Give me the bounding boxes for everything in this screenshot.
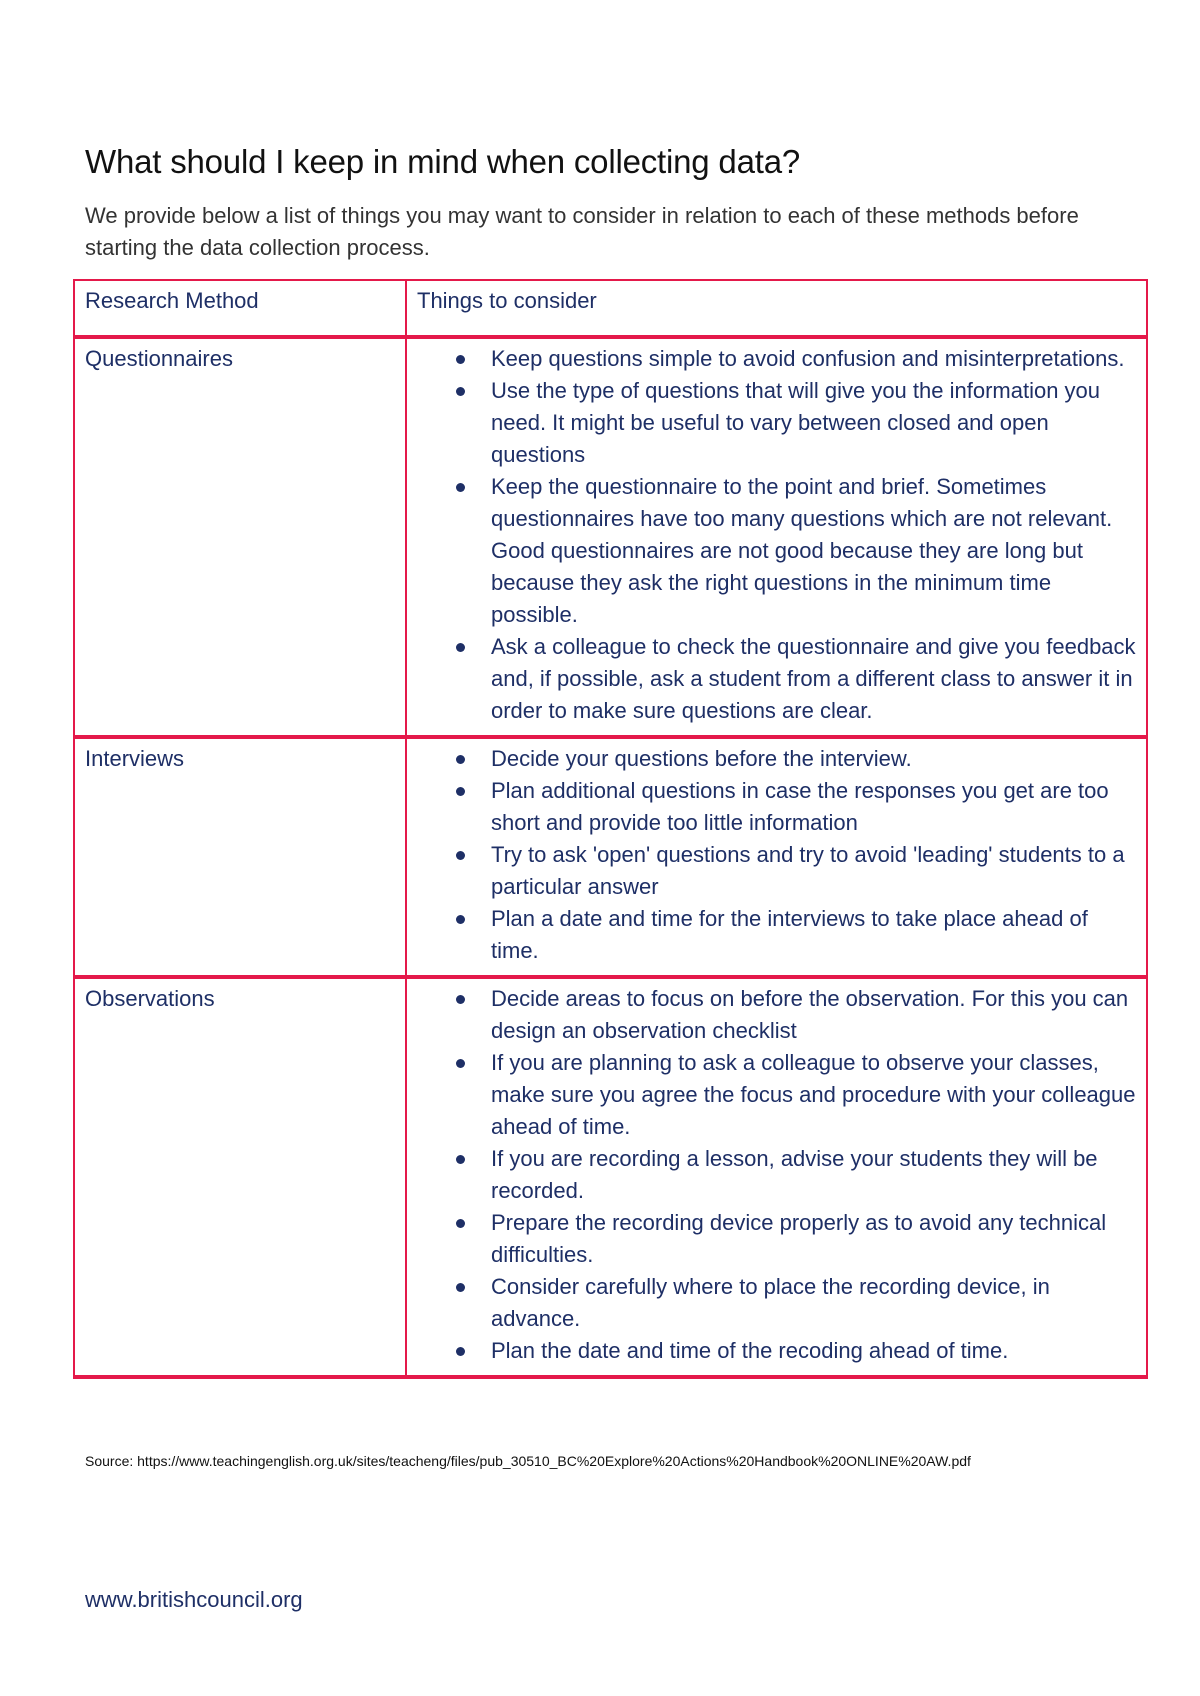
header-research-method — [74, 280, 406, 337]
list-item-text: Plan additional questions in case the responses you get are too short and provide too little information — [491, 778, 1109, 835]
method-label-questionnaires: Questionnaires — [85, 346, 233, 371]
list-item — [407, 343, 1136, 375]
questionnaires-points-list — [407, 339, 1146, 735]
interviews-points-list — [407, 739, 1146, 975]
list-item-text: Prepare the recording device properly as to avoid any technical difficulties. — [491, 1210, 1107, 1267]
list-item-text: Use the type of questions that will give you the information you need. It might be useful to vary between closed and open questions — [491, 378, 1101, 467]
table-row-questionnaires — [74, 337, 1147, 737]
list-item-text: If you are recording a lesson, advise your students they will be recorded. — [491, 1146, 1098, 1203]
header-research-method-label: Research Method — [85, 288, 259, 313]
page-title: What should I keep in mind when collecting data? — [85, 143, 800, 180]
method-label-observations: Observations — [85, 986, 215, 1011]
intro-paragraph: We provide below a list of things you may want to consider in relation to each of these methods before starting the data collection process. — [85, 203, 1079, 260]
list-item-text: Plan a date and time for the interviews to take place ahead of time. — [491, 906, 1088, 963]
method-cell — [74, 737, 406, 977]
source-citation: Source: https://www.teachingenglish.org.uk/sites/teacheng/files/pub_30510_BC%20Explore%20Actions%20Handbook%20ONLINE%20AW.pdf — [85, 1453, 971, 1469]
bullet-icon — [456, 1347, 465, 1356]
research-methods-table — [73, 279, 1148, 1379]
bullet-icon — [456, 643, 465, 652]
bullet-icon — [456, 387, 465, 396]
bullet-icon — [456, 355, 465, 364]
bullet-icon — [456, 1155, 465, 1164]
observations-points-list — [407, 979, 1146, 1375]
list-item — [407, 631, 1136, 727]
bullet-icon — [456, 755, 465, 764]
list-item — [407, 839, 1136, 903]
bullet-icon — [456, 787, 465, 796]
list-item — [407, 983, 1136, 1047]
points-cell — [406, 737, 1147, 977]
method-label-interviews: Interviews — [85, 746, 185, 771]
list-item — [407, 903, 1136, 967]
list-item-text: Ask a colleague to check the questionnaire and give you feedback and, if possible, ask a student from a different class to answer it in order to make sure questions are clear. — [491, 634, 1136, 723]
bullet-icon — [456, 995, 465, 1004]
list-item-text: Consider carefully where to place the recording device, in advance. — [491, 1274, 1050, 1331]
list-item — [407, 1143, 1136, 1207]
footer-website-link[interactable]: www.britishcouncil.org — [85, 1587, 303, 1612]
list-item — [407, 1271, 1136, 1335]
list-item-text: Keep questions simple to avoid confusion and misinterpretations. — [491, 346, 1125, 371]
bullet-icon — [456, 1283, 465, 1292]
list-item-text: Plan the date and time of the recoding ahead of time. — [491, 1338, 1009, 1363]
bullet-icon — [456, 483, 465, 492]
bullet-icon — [456, 1219, 465, 1228]
bullet-icon — [456, 851, 465, 860]
list-item-text: If you are planning to ask a colleague to observe your classes, make sure you agree the focus and procedure with your colleague ahead of time. — [491, 1050, 1136, 1139]
points-cell — [406, 977, 1147, 1377]
list-item — [407, 1207, 1136, 1271]
table-header-row — [74, 280, 1147, 337]
bullet-icon — [456, 915, 465, 924]
table-row-observations — [74, 977, 1147, 1377]
list-item-text: Keep the questionnaire to the point and brief. Sometimes questionnaires have too many questions which are not relevant. Good questionnaires are not good because they are long but because they ask the right questions in the minimum time possible. — [491, 474, 1113, 627]
list-item-text: Decide your questions before the interview. — [491, 746, 912, 771]
list-item — [407, 375, 1136, 471]
method-cell — [74, 977, 406, 1377]
list-item — [407, 1047, 1136, 1143]
header-things-to-consider — [406, 280, 1147, 337]
points-cell — [406, 337, 1147, 737]
list-item-text: Try to ask 'open' questions and try to avoid 'leading' students to a particular answer — [491, 842, 1125, 899]
header-things-to-consider-label: Things to consider — [417, 288, 597, 313]
bullet-icon — [456, 1059, 465, 1068]
list-item — [407, 471, 1136, 631]
method-cell — [74, 337, 406, 737]
list-item — [407, 775, 1136, 839]
list-item — [407, 1335, 1136, 1367]
table-row-interviews — [74, 737, 1147, 977]
list-item — [407, 743, 1136, 775]
list-item-text: Decide areas to focus on before the observation. For this you can design an observation checklist — [491, 986, 1129, 1043]
